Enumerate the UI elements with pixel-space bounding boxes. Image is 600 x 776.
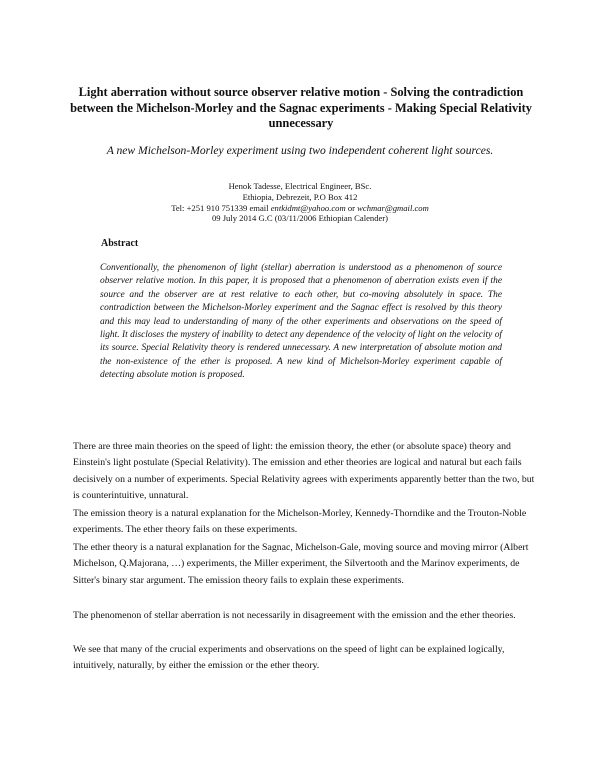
author-or: or — [347, 202, 355, 213]
body-paragraph-5: We see that many of the crucial experiments and observations on the speed of light can be explained logically, intuitively, naturally, by either the emission or the ether theory. — [73, 644, 505, 672]
paper-subtitle: A new Michelson-Morley experiment using two independent coherent light sources. — [106, 144, 494, 157]
paper-title: Light aberration without source observer relative motion - Solving the contradiction between the Michelson-Morley and the Sagnac experiments - Making Special Relativity unnecessary — [70, 85, 532, 130]
abstract-heading: Abstract — [101, 238, 139, 249]
author-name: Henok Tadesse, Electrical Engineer, BSc. — [228, 181, 372, 191]
body-paragraph-4: The phenomenon of stellar aberration is not necessarily in disagreement with the emission and the ether theories. — [73, 610, 516, 621]
author-email-2[interactable]: wchmar@gmail.com — [357, 202, 429, 213]
author-email-1[interactable]: entkidmt@yahoo.com — [270, 202, 346, 213]
body-paragraph-2: The emission theory is a natural explanation for the Michelson-Morley, Kennedy-Thorndike and the Trouton-Noble experiments. The ether theory fails on these experiments. — [73, 508, 527, 536]
author-tel: Tel: +251 910 751339 email — [171, 202, 269, 213]
author-date: 09 July 2014 G.C (03/11/2006 Ethiopian Calender) — [211, 213, 389, 224]
author-contact — [120, 203, 480, 214]
body-paragraph-3: The ether theory is a natural explanation for the Sagnac, Michelson-Gale, moving source and moving mirror (Albert Michelson, Q.Majorana, …) experiments, the Miller experiment, the Silvertooth and the Marinov experiments, de Sitter's binary star argument. The emission theory fails to explain these experiments. — [73, 542, 529, 586]
body-paragraph-1: There are three main theories on the speed of light: the emission theory, the ether (or absolute space) theory and Einstein's light postulate (Special Relativity). The emission and ether theories are logical and natural but each fails decisively on a number of experiments. Special Relativity agrees with experiments apparently better than the two, but is counterintuitive, unnatural. — [73, 441, 535, 502]
author-address: Ethiopia, Debrezeit, P.O Box 412 — [242, 191, 358, 202]
abstract-text: Conventionally, the phenomenon of light (stellar) aberration is understood as a phenomenon of source observer relative motion. In this paper, it is proposed that a phenomenon of aberration exists even if the source and the observer are at rest relative to each other, but co-moving absolutely in space. The contradiction between the Michelson-Morley experiment and the Sagnac effect is resolved by this theory and this may lead to understanding of many of the other experiments and observations on the speed of light. It discloses the mystery of inability to detect any dependence of the velocity of light on the velocity of its source. Special Relativity theory is rendered unnecessary. A new interpretation of absolute motion and the non-existence of the ether is proposed. A new kind of Michelson-Morley experiment capable of detecting absolute motion is proposed. — [100, 263, 502, 381]
author-block — [120, 181, 480, 224]
